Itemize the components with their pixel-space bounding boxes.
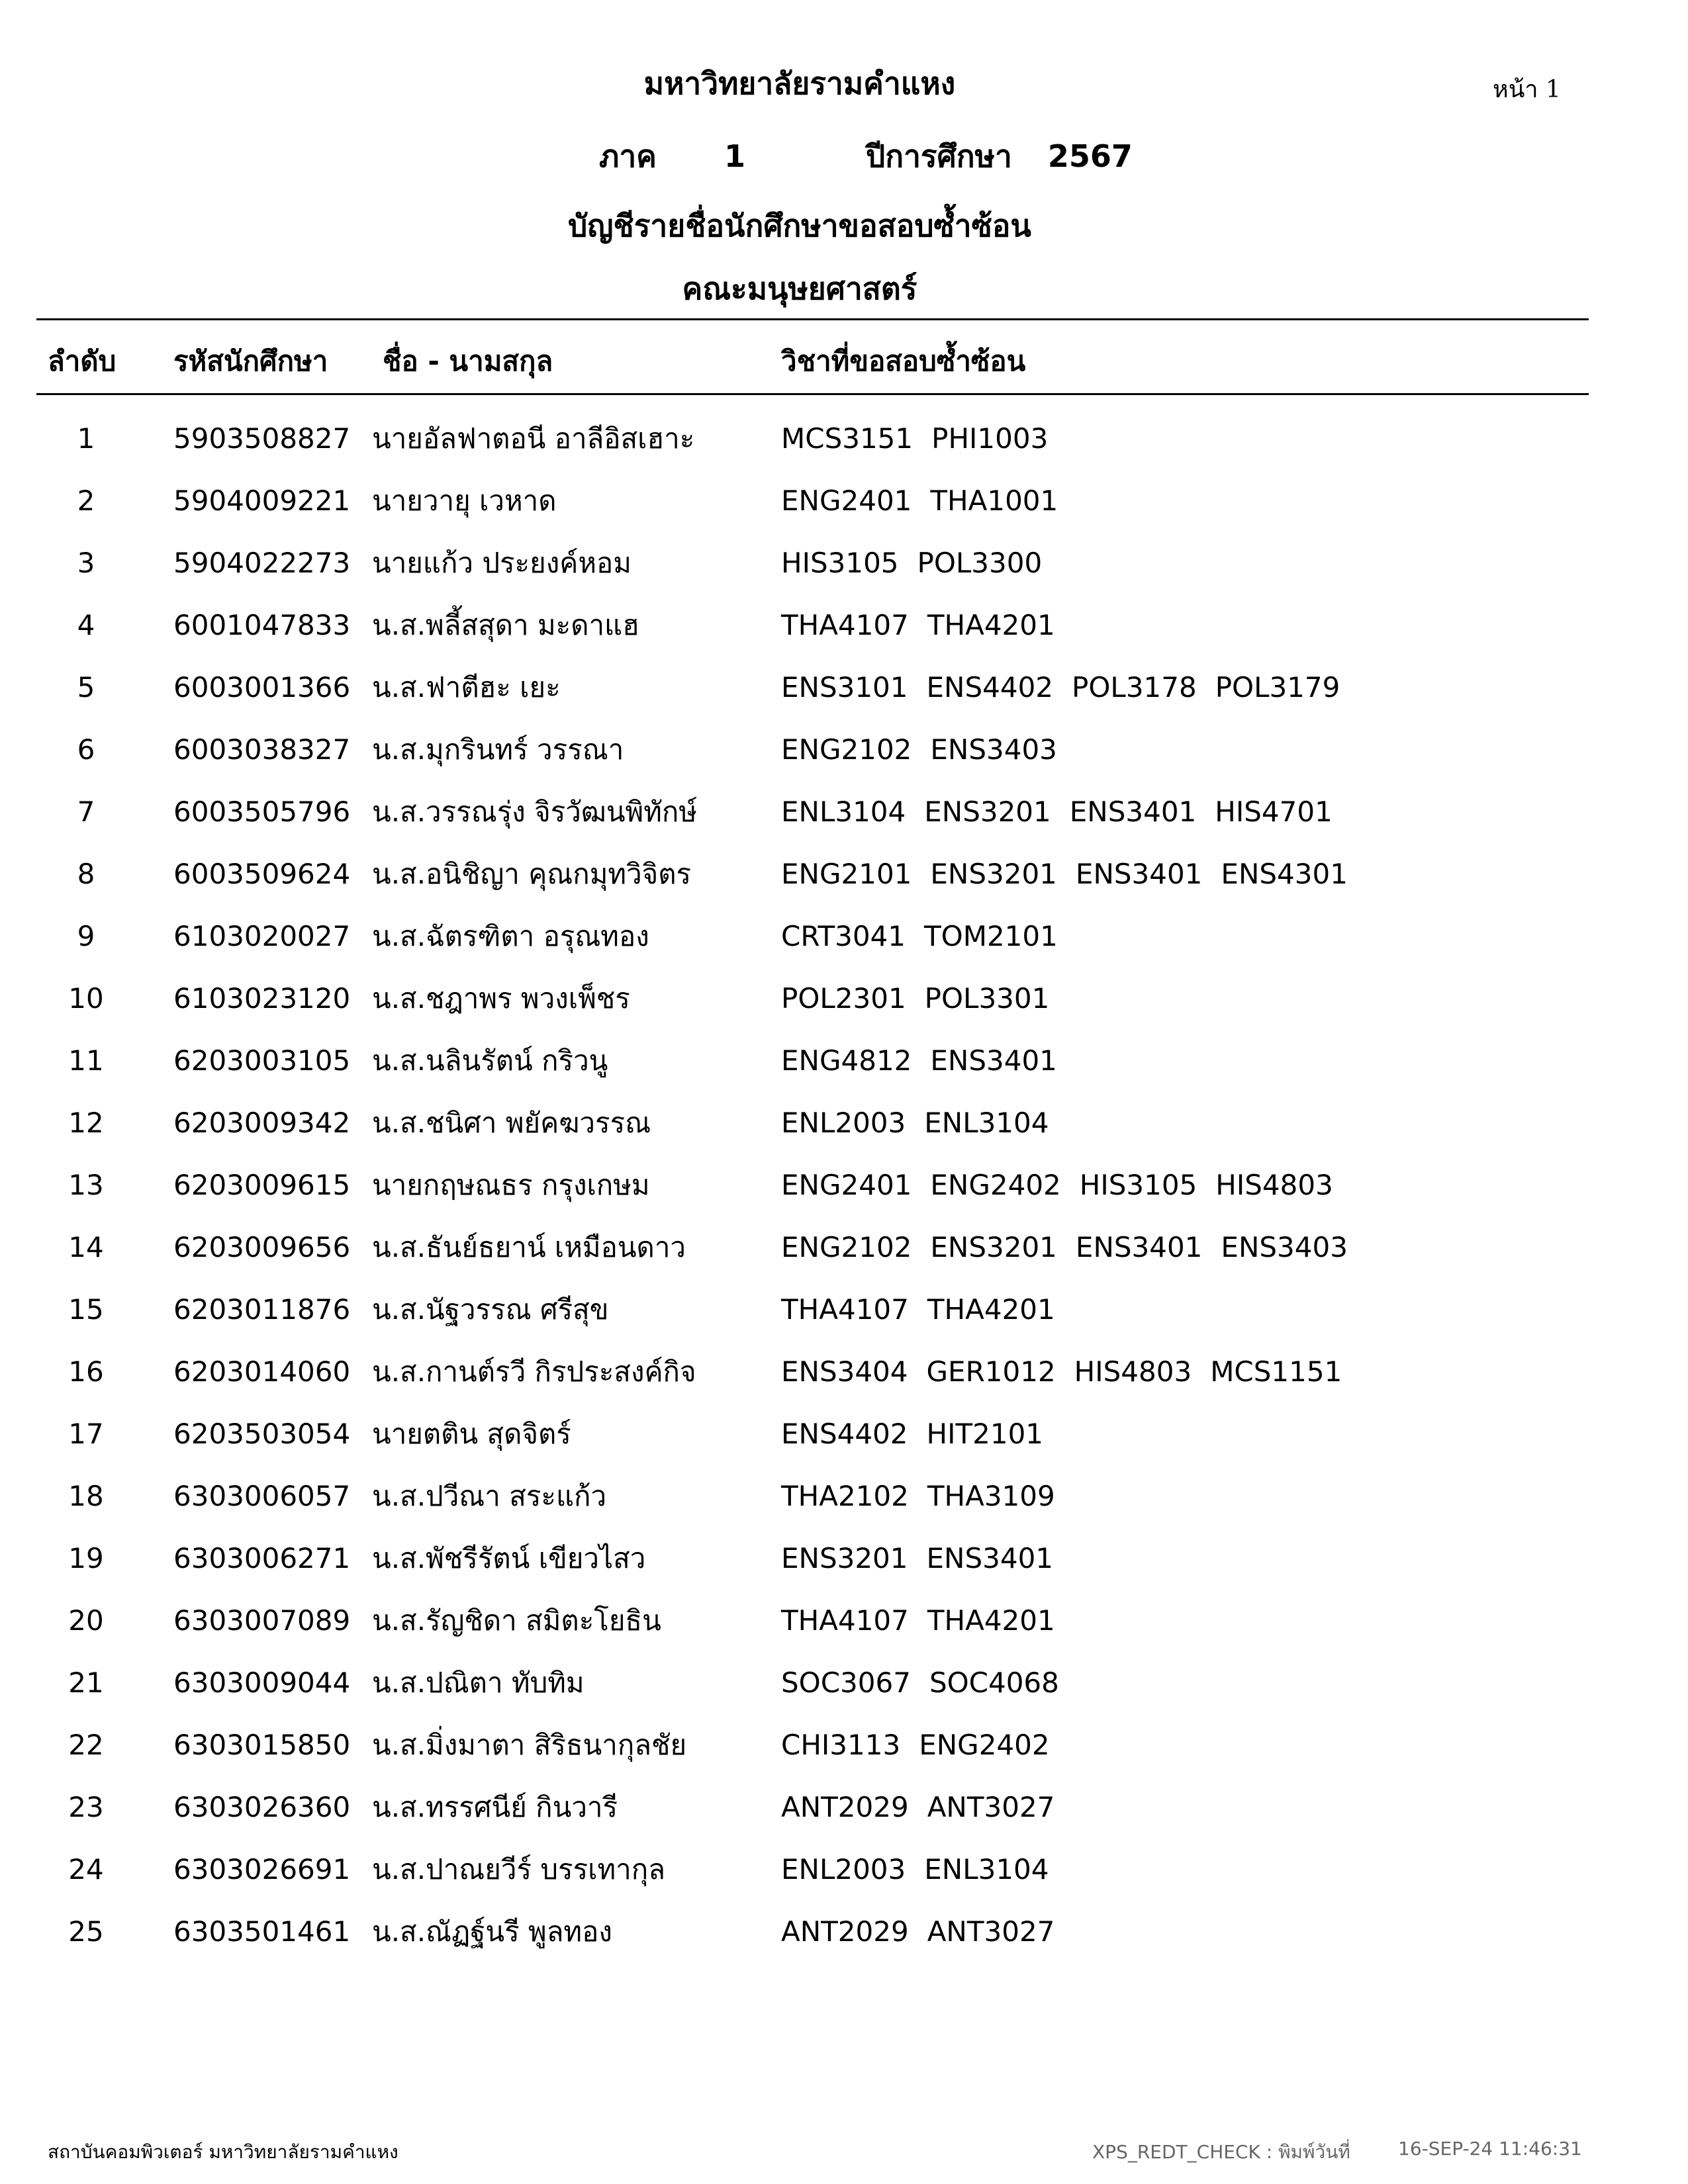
course-code: MCS1151 [1210,1355,1342,1388]
row-student-id: 6203003105 [173,1044,351,1077]
table-row [0,1290,1688,1352]
course-code: ENS3201 [930,1231,1057,1263]
row-seq: 12 [68,1107,104,1139]
row-seq: 5 [77,671,95,704]
course-code: PHI1003 [931,422,1049,455]
row-student-id: 5903508827 [173,422,351,455]
course-code: POL2301 [781,982,906,1015]
row-subjects [781,1165,1352,1205]
course-code: SOC3067 [781,1666,911,1699]
row-student-name: นายวายุ เวหาด [372,484,557,517]
row-student-id: 6203009342 [173,1107,351,1139]
course-code: THA4107 [781,1293,909,1326]
row-seq: 13 [68,1169,104,1201]
row-seq: 20 [68,1604,104,1637]
row-subjects [781,1788,1073,1827]
row-student-id: 6203011876 [173,1293,351,1326]
course-code: ENS4402 [926,671,1054,704]
row-seq: 10 [68,982,104,1015]
row-seq: 17 [68,1418,104,1450]
course-code: ANT3027 [927,1791,1055,1823]
course-code: ENG2102 [781,733,912,766]
row-student-name: น.ส.ฟาตีฮะ เยะ [372,671,561,704]
row-student-id: 6303007089 [173,1604,351,1637]
row-seq: 7 [77,796,95,828]
row-student-name: นายตติน สุดจิตร์ [372,1418,571,1450]
course-code: ENL2003 [781,1107,906,1139]
table-row [0,1663,1688,1725]
row-seq: 19 [68,1542,104,1574]
course-code: ENL3104 [924,1107,1049,1139]
row-seq: 23 [68,1791,104,1823]
row-student-id: 6103023120 [173,982,351,1015]
course-code: ENG2101 [781,858,912,890]
course-code: GER1012 [926,1355,1056,1388]
course-code: THA1001 [930,484,1058,517]
course-code: POL3179 [1215,671,1340,704]
row-student-name: น.ส.ชฎาพร พวงเพ็ชร [372,982,630,1015]
table-row [0,543,1688,606]
row-student-name: น.ส.มิ่งมาตา สิริธนากุลชัย [372,1729,687,1761]
table-row [0,1850,1688,1912]
row-seq: 24 [68,1853,104,1886]
row-student-name: น.ส.นัฐวรรณ ศรีสุข [372,1293,609,1326]
course-code: THA2102 [781,1480,909,1512]
column-header-seq: ลำดับ [48,345,117,377]
column-header-name: ชื่อ - นามสกุล [383,345,553,377]
row-subjects [781,1725,1068,1765]
table-row [0,606,1688,668]
row-student-id: 6203009656 [173,1231,351,1263]
table-row [0,917,1688,979]
header-top-rule [36,318,1589,320]
course-code: HIS3105 [1079,1169,1197,1201]
table-row [0,1788,1688,1850]
row-student-name: น.ส.ธันย์ธยาน์ เหมือนดาว [372,1231,686,1263]
table-row [0,854,1688,917]
row-subjects [781,1352,1360,1392]
row-student-name: น.ส.พัชรีรัตน์ เขียวไสว [372,1542,646,1574]
course-code: HIS4701 [1215,796,1333,828]
course-code: ENS4301 [1221,858,1348,890]
course-code: THA4107 [781,609,909,641]
university-name: มหาวิทยาลัยรามคำแหง [643,66,956,101]
row-student-id: 6303015850 [173,1729,351,1761]
row-seq: 2 [77,484,95,517]
course-code: THA3109 [927,1480,1055,1512]
row-subjects [781,606,1074,645]
course-code: POL3300 [917,547,1043,579]
table-row [0,792,1688,854]
course-code: ENS3201 [781,1542,908,1574]
row-student-id: 6303501461 [173,1915,351,1948]
course-code: SOC4068 [929,1666,1059,1699]
row-seq: 15 [68,1293,104,1326]
row-student-id: 6303026691 [173,1853,351,1886]
row-subjects [781,1290,1074,1330]
row-seq: 4 [77,609,95,641]
row-student-id: 6203503054 [173,1418,351,1450]
row-subjects [781,1912,1073,1952]
course-code: POL3178 [1072,671,1197,704]
row-seq: 3 [77,547,95,579]
row-subjects [781,854,1366,894]
footer-institute: สถาบันคอมพิวเตอร์ มหาวิทยาลัยรามคำแหง [48,2141,399,2163]
course-code: CHI3113 [781,1729,901,1761]
table-row [0,481,1688,543]
term-year-line [599,132,1133,181]
row-student-name: น.ส.นลินรัตน์ กริวนู [372,1044,608,1077]
row-student-id: 5904022273 [173,547,351,579]
course-code: ENS3201 [924,796,1051,828]
course-code: ENG2402 [930,1169,1061,1201]
row-student-id: 6103020027 [173,920,351,952]
row-student-id: 6003505796 [173,796,351,828]
course-code: ENL3104 [781,796,906,828]
course-code: ANT2029 [781,1915,909,1948]
row-seq: 25 [68,1915,104,1948]
row-student-name: น.ส.วรรณรุ่ง จิรวัฒนพิทักษ์ [372,796,698,828]
course-code: THA4107 [781,1604,909,1637]
row-seq: 9 [77,920,95,952]
course-code: ENG2102 [781,1231,912,1263]
table-row [0,419,1688,481]
footer-printed-at: 16-SEP-24 11:46:31 [1398,2138,1582,2160]
year-value: 2567 [1047,138,1133,174]
row-student-id: 6003509624 [173,858,351,890]
row-student-name: น.ส.ทรรศนีย์ กินวารี [372,1791,618,1823]
row-student-id: 6303006057 [173,1480,351,1512]
row-seq: 14 [68,1231,104,1263]
row-student-name: น.ส.พลี้สสุดา มะดาแฮ [372,609,639,641]
row-subjects [781,543,1060,583]
row-seq: 16 [68,1355,104,1388]
row-student-id: 6303026360 [173,1791,351,1823]
row-student-id: 6003001366 [173,671,351,704]
table-row [0,730,1688,792]
row-student-name: น.ส.ปวีณา สระแก้ว [372,1480,607,1512]
table-row [0,1103,1688,1165]
course-code: TOM2101 [924,920,1058,952]
table-row [0,1601,1688,1663]
column-header-subjects: วิชาที่ขอสอบซ้ำซ้อน [781,345,1026,377]
row-seq: 6 [77,733,95,766]
row-subjects [781,1850,1068,1889]
table-row [0,668,1688,730]
course-code: ENS3201 [930,858,1057,890]
course-code: ENG2401 [781,484,912,517]
row-subjects [781,1663,1078,1703]
row-student-id: 6303006271 [173,1542,351,1574]
term-label: ภาค [599,138,657,174]
course-code: ENS3404 [781,1355,908,1388]
page-number: หน้า 1 [1493,76,1561,103]
row-subjects [781,481,1076,521]
table-row [0,1165,1688,1228]
row-subjects [781,1228,1366,1267]
row-subjects [781,730,1076,770]
row-subjects [781,1539,1072,1578]
course-code: CRT3041 [781,920,906,952]
row-student-name: น.ส.รัญชิดา สมิตะโยธิน [372,1604,661,1637]
row-student-name: น.ส.ปณิตา ทับทิม [372,1666,585,1699]
row-student-id: 6303009044 [173,1666,351,1699]
row-student-name: น.ส.มุกรินทร์ วรรณา [372,733,624,766]
row-subjects [781,1477,1074,1516]
row-student-name: น.ส.อนิชิญา คุณกมุทวิจิตร [372,858,692,890]
row-seq: 18 [68,1480,104,1512]
course-code: ENS3101 [781,671,908,704]
course-code: ENG4812 [781,1044,912,1077]
row-subjects [781,419,1066,459]
row-subjects [781,979,1068,1019]
row-student-name: นายแก้ว ประยงค์หอม [372,547,632,579]
course-code: ENS3403 [930,733,1057,766]
course-code: HIT2101 [926,1418,1044,1450]
row-seq: 8 [77,858,95,890]
row-seq: 21 [68,1666,104,1699]
row-subjects [781,792,1351,832]
table-row [0,1725,1688,1788]
column-header-student-id: รหัสนักศึกษา [173,345,328,377]
row-student-id: 6003038327 [173,733,351,766]
row-seq: 1 [77,422,95,455]
row-subjects [781,668,1358,707]
row-seq: 22 [68,1729,104,1761]
footer-report-code: XPS_REDT_CHECK : พิมพ์วันที่ [1092,2141,1350,2163]
course-code: ENS3401 [930,1044,1057,1077]
row-subjects [781,1103,1068,1143]
table-row [0,1912,1688,1974]
row-student-name: น.ส.กานต์รวี กิรประสงค์กิจ [372,1355,696,1388]
row-student-name: น.ส.ชนิศา พยัคฆวรรณ [372,1107,651,1139]
course-code: ENS4402 [781,1418,908,1450]
course-code: ENS3401 [1075,858,1203,890]
row-subjects [781,1414,1062,1454]
course-code: ENS3401 [1075,1231,1203,1263]
course-code: ANT3027 [927,1915,1055,1948]
table-row [0,1228,1688,1290]
row-subjects [781,917,1076,956]
row-student-id: 6203014060 [173,1355,351,1388]
course-code: ENS3401 [1069,796,1197,828]
table-row [0,1414,1688,1477]
course-code: ENL2003 [781,1853,906,1886]
course-code: MCS3151 [781,422,914,455]
course-code: THA4201 [927,1293,1055,1326]
course-code: POL3301 [924,982,1050,1015]
term-value: 1 [724,138,745,174]
course-code: HIS4803 [1215,1169,1333,1201]
row-student-id: 5904009221 [173,484,351,517]
faculty-name: คณะมนุษยศาสตร์ [682,271,917,306]
row-student-name: น.ส.ฉัตรฑิตา อรุณทอง [372,920,649,952]
row-seq: 11 [68,1044,104,1077]
header-bottom-rule [36,393,1589,395]
table-row [0,1539,1688,1601]
document-title: บัญชีรายชื่อนักศึกษาขอสอบซ้ำซ้อน [568,208,1031,244]
course-code: ENS3401 [926,1542,1054,1574]
course-code: ANT2029 [781,1791,909,1823]
course-code: ENL3104 [924,1853,1049,1886]
course-code: THA4201 [927,609,1055,641]
course-code: HIS3105 [781,547,899,579]
table-row [0,979,1688,1041]
course-code: ENS3403 [1221,1231,1348,1263]
row-student-name: น.ส.ปาณยวีร์ บรรเทากุล [372,1853,665,1886]
course-code: HIS4803 [1074,1355,1192,1388]
course-code: ENG2401 [781,1169,912,1201]
table-row [0,1041,1688,1103]
row-subjects [781,1041,1076,1081]
year-label: ปีการศึกษา [866,138,1012,174]
course-code: ENG2402 [919,1729,1050,1761]
row-subjects [781,1601,1074,1641]
row-student-name: น.ส.ณัฏฐ์นรี พูลทอง [372,1915,612,1948]
course-code: THA4201 [927,1604,1055,1637]
row-student-name: นายอัลฟาตอนี อาลีอิสเฮาะ [372,422,695,455]
table-row [0,1352,1688,1414]
row-student-id: 6203009615 [173,1169,351,1201]
row-student-id: 6001047833 [173,609,351,641]
row-student-name: นายกฤษณธร กรุงเกษม [372,1169,650,1201]
table-row [0,1477,1688,1539]
